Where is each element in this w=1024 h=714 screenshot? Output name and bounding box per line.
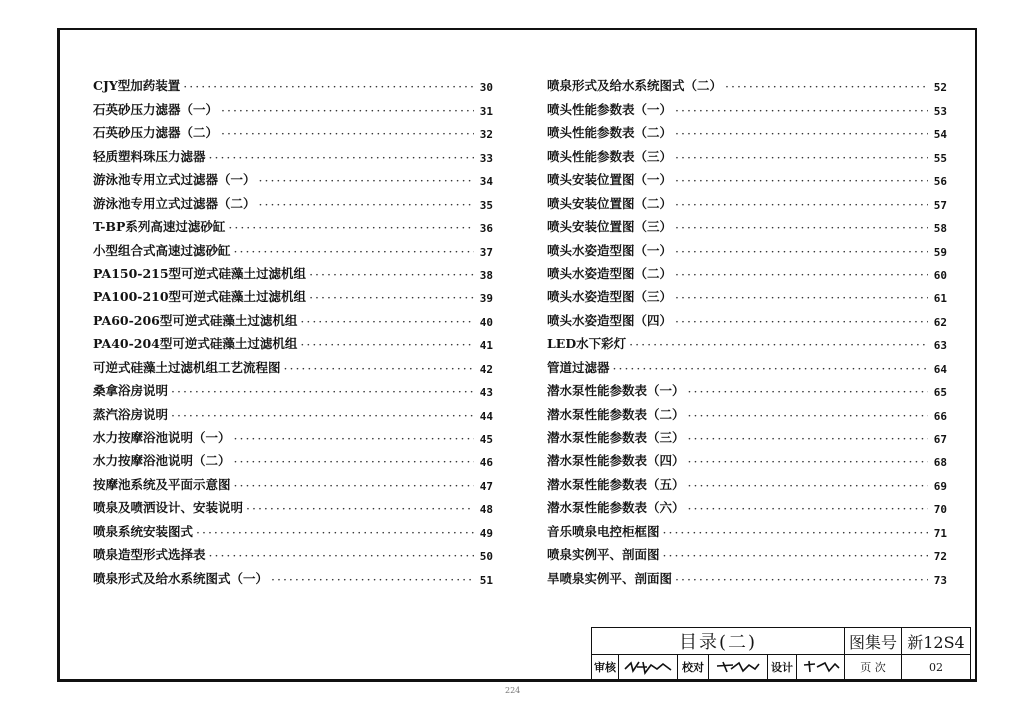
design-signature xyxy=(797,655,845,680)
toc-entry xyxy=(93,352,493,375)
check-signature xyxy=(709,655,768,680)
toc-entry-page: 52 xyxy=(933,81,947,95)
toc-entry-title: 蒸汽浴房说明 xyxy=(93,406,169,422)
toc-entry xyxy=(93,165,493,188)
toc-entry-page: 56 xyxy=(933,175,947,189)
toc-entry xyxy=(547,352,947,375)
toc-entry-title: 潜水泵性能参数表（五） xyxy=(547,476,685,492)
dot-leader xyxy=(209,548,474,563)
toc-entry xyxy=(547,94,947,117)
toc-entry-title: LED水下彩灯 xyxy=(547,336,627,352)
toc-entry-title: 喷头性能参数表（一） xyxy=(547,101,673,117)
toc-entry-page: 62 xyxy=(933,315,947,329)
toc-entry-page: 64 xyxy=(933,362,947,376)
toc-entry xyxy=(93,141,493,164)
toc-entry xyxy=(93,118,493,141)
sheet-page-number: 224 xyxy=(505,686,521,695)
toc-entry xyxy=(93,259,493,282)
toc-left-column xyxy=(93,71,493,587)
dot-leader xyxy=(234,431,474,446)
toc-entry xyxy=(547,259,947,282)
dot-leader xyxy=(675,173,928,188)
toc-entry-title: 轻质塑料珠压力滤器 xyxy=(93,148,206,164)
dot-leader xyxy=(688,384,928,399)
review-signature xyxy=(619,655,678,680)
toc-entry-page: 55 xyxy=(933,151,947,165)
toc-entry-page: 30 xyxy=(479,81,493,95)
title-block xyxy=(591,627,971,680)
toc-entry-title: 按摩池系统及平面示意图 xyxy=(93,476,231,492)
toc-entry-page: 48 xyxy=(479,503,493,517)
toc-entry-page: 34 xyxy=(479,175,493,189)
toc-entry xyxy=(547,540,947,563)
toc-entry-page: 35 xyxy=(479,198,493,212)
dot-leader xyxy=(675,244,928,259)
dot-leader xyxy=(300,314,474,329)
toc-entry-page: 46 xyxy=(479,456,493,470)
toc-entry-page: 37 xyxy=(479,245,493,259)
toc-entry-page: 60 xyxy=(933,268,947,282)
toc-entry-title: 水力按摩浴池说明（一） xyxy=(93,430,231,445)
toc-entry xyxy=(547,563,947,586)
toc-entry xyxy=(547,493,947,516)
toc-entry-page: 54 xyxy=(933,128,947,142)
toc-entry-page: 61 xyxy=(933,292,947,306)
toc-entry-title: 喷头水姿造型图（三） xyxy=(547,289,673,305)
toc-entry-title: 潜水泵性能参数表（二） xyxy=(547,406,685,422)
toc-entry-title: 喷头安装位置图（一） xyxy=(547,172,673,188)
dot-leader xyxy=(688,408,928,423)
toc-entry xyxy=(93,446,493,469)
atlas-number-label: 图集号 xyxy=(845,628,902,655)
toc-entry-page: 58 xyxy=(933,222,947,236)
toc-entry-page: 51 xyxy=(479,573,493,587)
dot-leader xyxy=(725,79,928,94)
dot-leader xyxy=(675,290,928,305)
toc-entry-page: 38 xyxy=(479,268,493,282)
toc-entry-page: 36 xyxy=(479,222,493,236)
toc-entry-title: 管道过滤器 xyxy=(547,359,610,375)
toc-entry xyxy=(93,282,493,305)
toc-entry-page: 70 xyxy=(933,503,947,517)
toc-entry-page: 31 xyxy=(479,104,493,118)
toc-entry-title: 喷泉造型形式选择表 xyxy=(93,547,206,563)
toc-entry-page: 69 xyxy=(933,479,947,493)
toc-entry-page: 39 xyxy=(479,292,493,306)
toc-entry xyxy=(547,282,947,305)
toc-entry-page: 63 xyxy=(933,339,947,353)
dot-leader xyxy=(675,220,928,235)
dot-leader xyxy=(688,454,928,469)
toc-entry-page: 73 xyxy=(933,573,947,587)
toc-entry-page: 33 xyxy=(479,151,493,165)
dot-leader xyxy=(309,267,474,282)
toc-entry-page: 42 xyxy=(479,362,493,376)
dot-leader xyxy=(309,290,474,305)
toc-entry-title: T-BP系列高速过滤砂缸 xyxy=(93,219,226,235)
dot-leader xyxy=(183,79,474,94)
toc-entry xyxy=(93,493,493,516)
toc-entry-title: 小型组合式高速过滤砂缸 xyxy=(93,242,231,258)
toc-entry xyxy=(93,540,493,563)
dot-leader xyxy=(629,337,928,352)
dot-leader xyxy=(259,173,474,188)
dot-leader xyxy=(613,361,928,376)
toc-entry-title: 音乐喷泉电控柜框图 xyxy=(547,523,660,539)
toc-entry xyxy=(93,305,493,328)
toc-entry-title: PA40-204型可逆式硅藻土过滤机组 xyxy=(93,336,298,352)
dot-leader xyxy=(228,220,474,235)
toc-entry-title: 潜水泵性能参数表（一） xyxy=(547,383,685,399)
review-label: 审核 xyxy=(592,655,619,680)
toc-entry-title: 喷头性能参数表（三） xyxy=(547,148,673,164)
toc-entry-title: PA150-215型可逆式硅藻土过滤机组 xyxy=(93,265,307,281)
toc-entry xyxy=(547,305,947,328)
toc-entry xyxy=(93,423,493,446)
toc-entry xyxy=(547,118,947,141)
dot-leader xyxy=(675,572,928,587)
toc-entry-page: 68 xyxy=(933,456,947,470)
toc-entry-title: 喷头性能参数表（二） xyxy=(547,125,673,141)
sheet-title: 目录(二) xyxy=(592,628,845,655)
toc-entry xyxy=(93,235,493,258)
atlas-number-value: 新12S4 xyxy=(902,628,971,655)
toc-entry xyxy=(93,469,493,492)
toc-entry-title: 石英砂压力滤器（一） xyxy=(93,101,219,117)
toc-entry xyxy=(547,165,947,188)
dot-leader xyxy=(663,525,928,540)
toc-entry-title: CJY型加药装置 xyxy=(93,78,181,94)
dot-leader xyxy=(675,126,928,141)
dot-leader xyxy=(675,103,928,118)
page-value: 02 xyxy=(902,655,971,680)
check-label: 校对 xyxy=(678,655,709,680)
toc-entry-title: 石英砂压力滤器（二） xyxy=(93,125,219,141)
toc-entry-title: 潜水泵性能参数表（六） xyxy=(547,500,685,516)
dot-leader xyxy=(246,501,474,516)
toc-entry xyxy=(547,235,947,258)
dot-leader xyxy=(675,314,928,329)
toc-entry-page: 50 xyxy=(479,550,493,564)
toc-entry-page: 47 xyxy=(479,479,493,493)
page-label: 页 次 xyxy=(845,655,902,680)
dot-leader xyxy=(284,361,474,376)
toc-entry-title: 喷泉及喷洒设计、安装说明 xyxy=(93,500,244,516)
dot-leader xyxy=(171,408,474,423)
toc-entry xyxy=(93,563,493,586)
toc-entry xyxy=(547,446,947,469)
toc-entry-title: 喷头水姿造型图（二） xyxy=(547,265,673,281)
dot-leader xyxy=(688,478,928,493)
dot-leader xyxy=(675,197,928,212)
toc-entry-title: 潜水泵性能参数表（三） xyxy=(547,430,685,445)
dot-leader xyxy=(234,244,474,259)
toc-entry-title: 喷头安装位置图（三） xyxy=(547,219,673,235)
toc-entry-title: PA60-206型可逆式硅藻土过滤机组 xyxy=(93,312,298,328)
toc-entry-page: 53 xyxy=(933,104,947,118)
toc-entry-page: 57 xyxy=(933,198,947,212)
dot-leader xyxy=(171,384,474,399)
toc-entry-page: 43 xyxy=(479,386,493,400)
dot-leader xyxy=(221,103,474,118)
dot-leader xyxy=(271,572,474,587)
toc-entry xyxy=(93,376,493,399)
toc-entry xyxy=(93,329,493,352)
dot-leader xyxy=(663,548,928,563)
toc-entry xyxy=(547,376,947,399)
toc-entry xyxy=(547,423,947,446)
toc-entry-page: 59 xyxy=(933,245,947,259)
dot-leader xyxy=(196,525,474,540)
toc-entry-page: 44 xyxy=(479,409,493,423)
dot-leader xyxy=(675,267,928,282)
toc-entry-title: 喷泉实例平、剖面图 xyxy=(547,547,660,563)
toc-entry xyxy=(547,71,947,94)
toc-entry-title: 水力按摩浴池说明（二） xyxy=(93,453,231,469)
toc-entry-title: 游泳池专用立式过滤器（一） xyxy=(93,172,256,188)
toc-entry xyxy=(547,329,947,352)
toc-entry xyxy=(547,399,947,422)
design-label: 设计 xyxy=(768,655,797,680)
dot-leader xyxy=(221,126,474,141)
dot-leader xyxy=(209,150,474,165)
toc-entry-title: 喷头安装位置图（二） xyxy=(547,195,673,211)
dot-leader xyxy=(300,337,474,352)
dot-leader xyxy=(259,197,474,212)
toc-entry-title: 喷泉形式及给水系统图式（一） xyxy=(93,570,269,586)
toc-entry-title: 喷泉系统安装图式 xyxy=(93,523,194,539)
toc-entry-title: 潜水泵性能参数表（四） xyxy=(547,453,685,469)
toc-entry-title: PA100-210型可逆式硅藻土过滤机组 xyxy=(93,289,307,305)
toc-entry-title: 桑拿浴房说明 xyxy=(93,383,169,399)
toc-entry-page: 65 xyxy=(933,386,947,400)
toc-entry-title: 喷泉形式及给水系统图式（二） xyxy=(547,78,723,94)
toc-entry-title: 游泳池专用立式过滤器（二） xyxy=(93,195,256,211)
toc-entry xyxy=(93,516,493,539)
dot-leader xyxy=(688,501,928,516)
toc-right-column xyxy=(547,71,947,587)
toc-entry-title: 可逆式硅藻土过滤机组工艺流程图 xyxy=(93,359,281,375)
toc-entry-page: 40 xyxy=(479,315,493,329)
toc-entry xyxy=(547,188,947,211)
toc-entry-title: 旱喷泉实例平、剖面图 xyxy=(547,570,673,586)
toc-entry xyxy=(93,212,493,235)
toc-entry-page: 67 xyxy=(933,433,947,446)
toc-entry-page: 41 xyxy=(479,339,493,353)
dot-leader xyxy=(234,478,474,493)
toc-entry xyxy=(93,188,493,211)
toc-entry-page: 45 xyxy=(479,433,493,446)
toc-entry-page: 72 xyxy=(933,550,947,564)
dot-leader xyxy=(675,150,928,165)
dot-leader xyxy=(688,431,928,446)
toc-entry xyxy=(547,212,947,235)
toc-entry xyxy=(547,141,947,164)
toc-entry xyxy=(93,399,493,422)
dot-leader xyxy=(234,454,474,469)
toc-entry xyxy=(547,469,947,492)
toc-entry-title: 喷头水姿造型图（一） xyxy=(547,242,673,258)
toc-entry-page: 49 xyxy=(479,526,493,540)
toc-entry-page: 71 xyxy=(933,526,947,540)
toc-entry xyxy=(547,516,947,539)
toc-entry-page: 66 xyxy=(933,409,947,423)
toc-entry-title: 喷头水姿造型图（四） xyxy=(547,312,673,328)
toc-entry-page: 32 xyxy=(479,128,493,142)
toc-entry xyxy=(93,94,493,117)
toc-entry xyxy=(93,71,493,94)
